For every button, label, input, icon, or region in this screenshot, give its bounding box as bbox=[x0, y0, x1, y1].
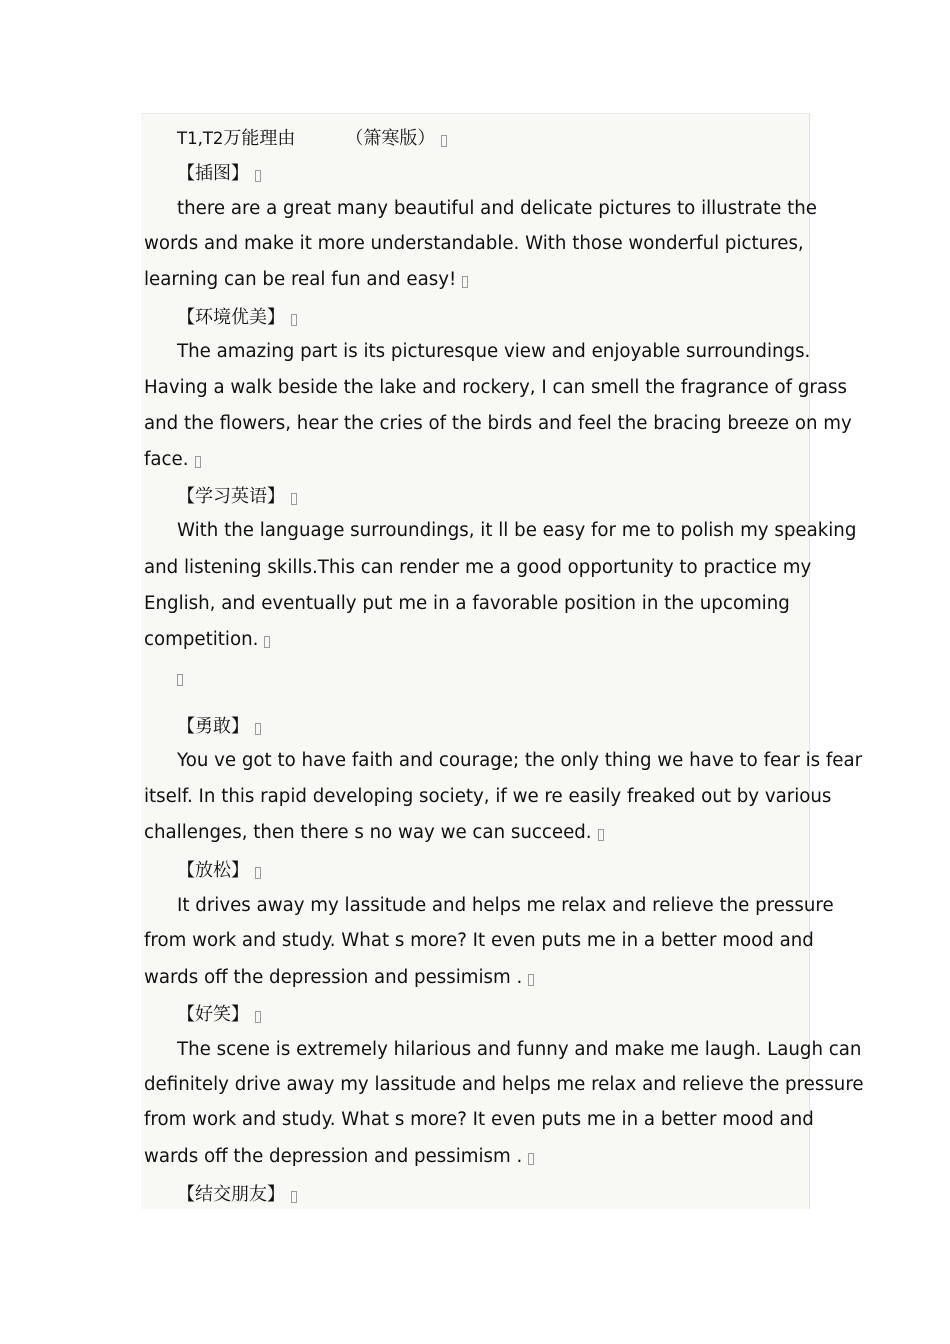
paragraph-line: face. bbox=[144, 448, 201, 472]
section-heading: 【好笑】 bbox=[177, 1003, 261, 1027]
paragraph-line: from work and study. What s more? It even puts me in a better mood and bbox=[144, 1109, 814, 1130]
document-title bbox=[177, 127, 447, 151]
paragraph-line: and the flowers, hear the cries of the birds and feel the bracing breeze on my bbox=[144, 413, 852, 434]
paragraph-mark-icon bbox=[291, 1191, 297, 1203]
paragraph-mark-icon bbox=[441, 135, 447, 147]
paragraph-mark-icon bbox=[177, 674, 183, 686]
paragraph-line: from work and study. What s more? It even puts me in a better mood and bbox=[144, 930, 814, 951]
section-heading: 【结交朋友】 bbox=[177, 1183, 297, 1207]
paragraph-mark-icon bbox=[264, 636, 270, 648]
paragraph-line: competition. bbox=[144, 628, 270, 652]
paragraph-line: The amazing part is its picturesque view and enjoyable surroundings. bbox=[177, 341, 811, 362]
paragraph-line: and listening skills.This can render me a good opportunity to practice my bbox=[144, 557, 812, 578]
title-main: 万能理由 bbox=[223, 128, 296, 149]
paragraph-line: You ve got to have faith and courage; the only thing we have to fear is fear bbox=[177, 750, 863, 771]
paragraph-mark-icon bbox=[528, 1153, 534, 1165]
section-heading: 【放松】 bbox=[177, 859, 261, 883]
paragraph-line: definitely drive away my lassitude and helps me relax and relieve the pressure bbox=[144, 1074, 864, 1095]
paragraph-line: itself. In this rapid developing society, if we re easily freaked out by various bbox=[144, 786, 832, 807]
paragraph-mark-icon bbox=[598, 829, 604, 841]
paragraph-mark-icon bbox=[255, 1011, 261, 1023]
section-heading: 【学习英语】 bbox=[177, 485, 297, 509]
paragraph-mark-icon bbox=[528, 974, 534, 986]
paragraph-line: It drives away my lassitude and helps me relax and relieve the pressure bbox=[177, 895, 834, 916]
paragraph-mark-icon bbox=[291, 314, 297, 326]
paragraph-line: The scene is extremely hilarious and funny and make me laugh. Laugh can bbox=[177, 1039, 862, 1060]
paragraph-mark-icon bbox=[462, 276, 468, 288]
paragraph-mark-icon bbox=[291, 493, 297, 505]
paragraph-line: there are a great many beautiful and delicate pictures to illustrate the bbox=[177, 198, 817, 219]
paragraph-line: wards off the depression and pessimism . bbox=[144, 966, 534, 990]
paragraph-mark-icon bbox=[255, 723, 261, 735]
empty-paragraph bbox=[171, 666, 183, 690]
paragraph-line: words and make it more understandable. With those wonderful pictures, bbox=[144, 233, 804, 254]
paragraph-line: English, and eventually put me in a favorable position in the upcoming bbox=[144, 593, 790, 614]
paragraph-line: With the language surroundings, it ll be easy for me to polish my speaking bbox=[177, 520, 857, 541]
section-heading: 【插图】 bbox=[177, 162, 261, 186]
section-heading: 【勇敢】 bbox=[177, 715, 261, 739]
paragraph-mark-icon bbox=[255, 867, 261, 879]
paragraph-line: challenges, then there s no way we can succeed. bbox=[144, 821, 604, 845]
title-prefix: T1,T2 bbox=[177, 129, 224, 148]
title-edition: （箫寒版） bbox=[345, 128, 436, 149]
paragraph-line: Having a walk beside the lake and rockery, I can smell the fragrance of grass bbox=[144, 377, 847, 398]
paragraph-line: learning can be real fun and easy! bbox=[144, 268, 468, 292]
section-heading: 【环境优美】 bbox=[177, 306, 297, 330]
paragraph-line: wards off the depression and pessimism . bbox=[144, 1145, 534, 1169]
paragraph-mark-icon bbox=[195, 456, 201, 468]
paragraph-mark-icon bbox=[255, 170, 261, 182]
